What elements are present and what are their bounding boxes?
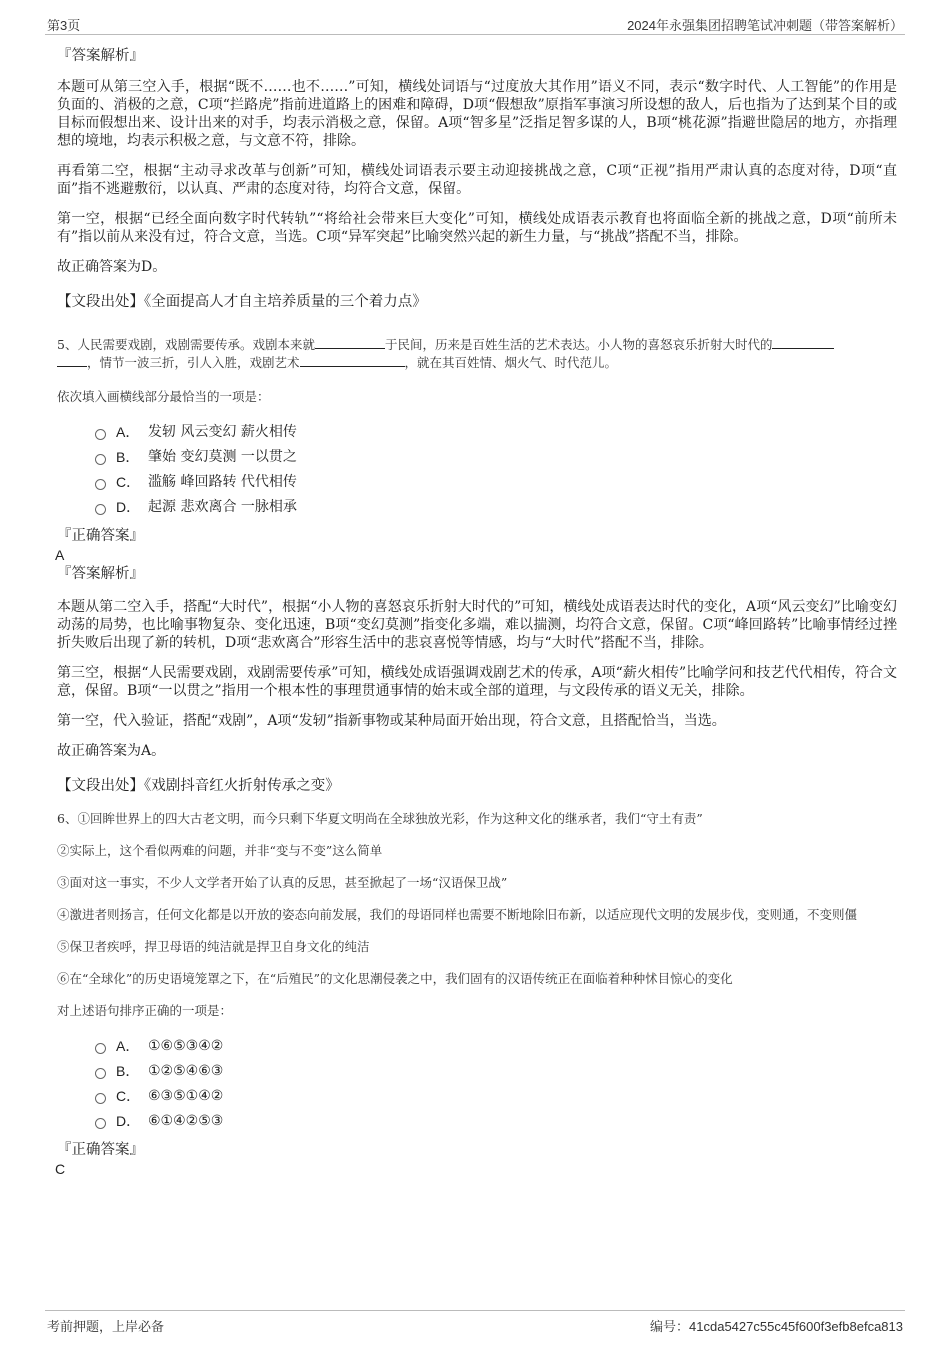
option-letter: D．	[116, 1113, 141, 1129]
footer-slogan: 考前押题，上岸必备	[47, 1319, 165, 1334]
page-header	[45, 12, 905, 35]
sentence-4: ④激进者则扬言，任何文化都是以开放的姿态向前发展，我们的母语同样也需要不断地除旧布新，以适应现代文明的发展步伐，变则通，不变则僵	[57, 907, 858, 922]
question-4-tail	[57, 46, 897, 312]
option-letter: C．	[116, 474, 141, 490]
question-6	[57, 810, 897, 1178]
question-prompt: 依次填入画横线部分最恰当的一项是：	[57, 389, 270, 404]
question-stem	[57, 336, 897, 372]
option-c[interactable]	[95, 1084, 897, 1109]
option-text: ⑥①④②⑤③	[148, 1113, 224, 1129]
option-letter: A．	[116, 424, 140, 440]
radio-icon[interactable]	[95, 454, 106, 465]
radio-icon[interactable]	[95, 479, 106, 490]
radio-icon[interactable]	[95, 504, 106, 515]
analysis-paragraph: 本题从第二空入手，搭配“大时代”，根据“小人物的喜怒哀乐折射大时代的”可知，横线处成语表达时代的变化，A项“风云变幻”比喻变幻动荡的局势，也比喻事物复杂、变化迅速，B项“变幻莫测”指变化多端，难以揣测，均符合文意，保留。C项“峰回路转”比喻事情经过挫折失败后出现了新的转机，D项“悲欢离合”形容生活中的悲哀喜悦等情感，均与“大时代”搭配不当，排除。	[57, 599, 897, 651]
analysis-paragraph: 第一空，代入验证，搭配“戏剧”，A项“发轫”指新事物或某种局面开始出现，符合文意，且搭配恰当，当选。	[57, 713, 726, 729]
option-text: 滥觞 峰回路转 代代相传	[148, 474, 297, 490]
option-letter: C．	[116, 1088, 141, 1104]
correct-answer: C	[55, 1161, 66, 1177]
radio-icon[interactable]	[95, 1068, 106, 1079]
option-d[interactable]	[95, 495, 897, 520]
fill-blank	[300, 354, 405, 367]
correct-answer: A	[55, 547, 65, 563]
sentence-3: ③面对这一事实，不少人文学者开始了认真的反思，甚至掀起了一场“汉语保卫战”	[57, 875, 508, 890]
analysis-label: 『答案解析』	[57, 566, 144, 582]
fill-blank	[772, 336, 834, 349]
page-footer	[45, 1310, 905, 1335]
passage-source: 【文段出处】《戏剧抖音红火折射传承之变》	[57, 778, 340, 794]
answer-conclusion: 故正确答案为D。	[57, 259, 167, 275]
option-text: 肇始 变幻莫测 一以贯之	[148, 449, 297, 465]
option-text: ①②⑤④⑥③	[148, 1063, 224, 1079]
option-letter: B．	[116, 449, 140, 465]
option-text: 发轫 风云变幻 薪火相传	[148, 424, 297, 440]
radio-icon[interactable]	[95, 1043, 106, 1054]
passage-source: 【文段出处】《全面提高人才自主培养质量的三个着力点》	[57, 294, 427, 310]
option-d[interactable]	[95, 1109, 897, 1134]
option-text: ①⑥⑤③④②	[148, 1038, 224, 1054]
option-b[interactable]	[95, 445, 897, 470]
stem-text: ，情节一波三折，引人入胜，戏剧艺术	[87, 355, 300, 370]
question-prompt: 对上述语句排序正确的一项是：	[57, 1003, 233, 1018]
stem-text: 于民间，历来是百姓生活的艺术表达。小人物的喜怒哀乐折射大时代的	[384, 337, 773, 352]
document-code: 编号：41cda5427c55c45f600f3efb8efca813	[650, 1319, 903, 1334]
sentence-1: 6、①回眸世界上的四大古老文明，而今只剩下华夏文明尚在全球独放光彩，作为这种文化的继承者，我们“守土有责”	[57, 811, 703, 826]
sentence-2: ②实际上，这个看似两难的问题，并非“变与不变”这么简单	[57, 843, 383, 858]
answer-conclusion: 故正确答案为A。	[57, 743, 166, 759]
option-text: ⑥③⑤①④②	[148, 1088, 224, 1104]
option-letter: D．	[116, 499, 141, 515]
fill-blank	[57, 354, 87, 367]
stem-text: ，就在其百姓情、烟火气、时代范儿。	[404, 355, 618, 370]
option-a[interactable]	[95, 420, 897, 445]
analysis-paragraph: 再看第二空，根据“主动寻求改革与创新”可知，横线处词语表示要主动迎接挑战之意，C项“正视”指用严肃认真的态度对待，D项“直面”指不逃避敷衍，以认真、严肃的态度对待，均符合文意，保留。	[57, 163, 897, 197]
sentence-6: ⑥在“全球化”的历史语境笼罩之下，在“后殖民”的文化思潮侵袭之中，我们固有的汉语传统正在面临着种种怵目惊心的变化	[57, 971, 733, 986]
option-letter: A．	[116, 1038, 140, 1054]
analysis-paragraph: 本题可从第三空入手，根据“既不……也不……”可知，横线处词语与“过度放大其作用”语义不同，表示“数字时代、人工智能”的作用是负面的、消极的之意，C项“拦路虎”指前进道路上的困难和障碍，D项“假想敌”原指军事演习所设想的敌人，后也指为了达到某个目的或目标而假想出来、设计出来的对手，均表示消极之意，保留。A项“智多星”泛指足智多谋的人，B项“桃花源”指避世隐居的地方，亦指理想的境地，均表示积极之意，与文意不符，排除。	[57, 79, 897, 149]
radio-icon[interactable]	[95, 429, 106, 440]
option-b[interactable]	[95, 1059, 897, 1084]
analysis-label: 『答案解析』	[57, 48, 144, 64]
option-c[interactable]	[95, 470, 897, 495]
page-number: 第3页	[47, 18, 81, 33]
sentence-5: ⑤保卫者疾呼，捍卫母语的纯洁就是捍卫自身文化的纯洁	[57, 939, 370, 954]
correct-answer-label: 『正确答案』	[57, 528, 144, 544]
option-text: 起源 悲欢离合 一脉相承	[148, 499, 297, 515]
question-5	[57, 336, 897, 796]
correct-answer-label: 『正确答案』	[57, 1142, 144, 1158]
document-body	[57, 46, 897, 1178]
fill-blank	[315, 336, 385, 349]
options-list	[95, 1034, 897, 1134]
option-a[interactable]	[95, 1034, 897, 1059]
radio-icon[interactable]	[95, 1118, 106, 1129]
radio-icon[interactable]	[95, 1093, 106, 1104]
stem-text: 5、人民需要戏剧，戏剧需要传承。戏剧本来就	[57, 337, 315, 352]
options-list	[95, 420, 897, 520]
document-title: 2024年永强集团招聘笔试冲刺题（带答案解析）	[627, 18, 903, 33]
analysis-paragraph: 第一空，根据“已经全面向数字时代转轨”“将给社会带来巨大变化”可知，横线处成语表示教育也将面临全新的挑战之意，D项“前所未有”指以前从来没有过，符合文意，当选。C项“异军突起”比喻突然兴起的新生力量，与“挑战”搭配不当，排除。	[57, 211, 897, 245]
analysis-paragraph: 第三空，根据“人民需要戏剧，戏剧需要传承”可知，横线处成语强调戏剧艺术的传承，A项“薪火相传”比喻学问和技艺代代相传，符合文意，保留。B项“一以贯之”指用一个根本性的事理贯通事情的始末或全部的道理，与文段传承的语义无关，排除。	[57, 665, 897, 699]
option-letter: B．	[116, 1063, 140, 1079]
